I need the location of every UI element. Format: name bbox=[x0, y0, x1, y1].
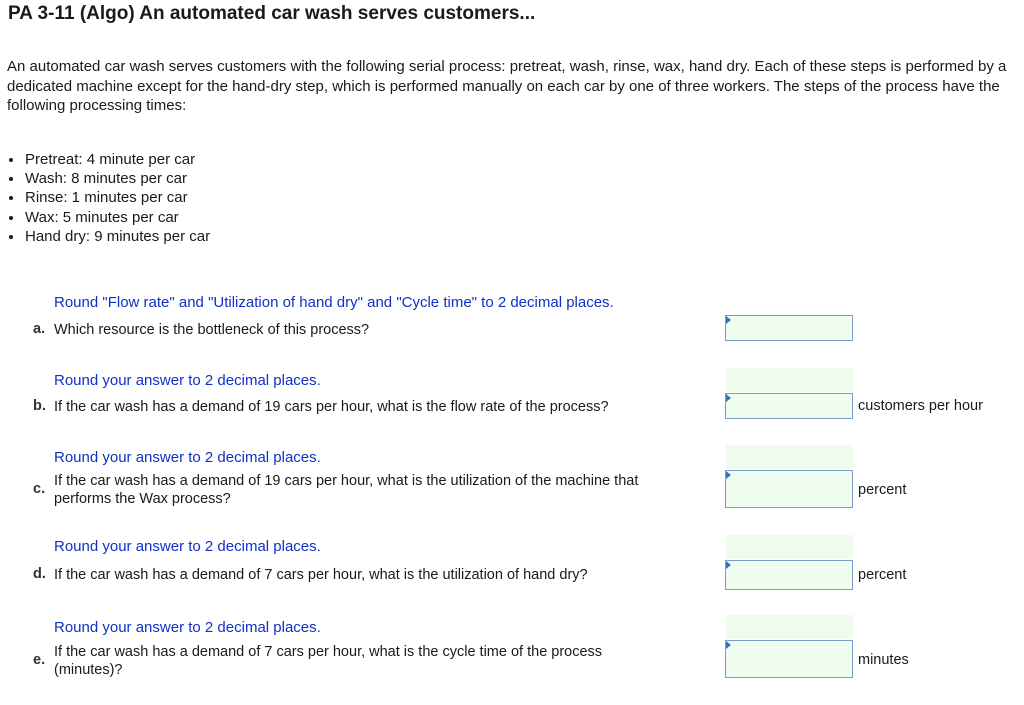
list-item: Hand dry: 9 minutes per car bbox=[7, 227, 210, 246]
answer-shade bbox=[726, 445, 853, 469]
question-e-text-line2: (minutes)? bbox=[54, 662, 123, 678]
unit-label-c: percent bbox=[858, 482, 907, 498]
list-item: Pretreat: 4 minute per car bbox=[7, 150, 210, 169]
question-a-text: Which resource is the bottleneck of this process? bbox=[54, 322, 370, 338]
list-item: Wax: 5 minutes per car bbox=[7, 208, 210, 227]
rounding-instruction: Round your answer to 2 decimal places. bbox=[54, 538, 321, 555]
question-letter-a: a. bbox=[33, 321, 46, 337]
rounding-instruction: Round your answer to 2 decimal places. bbox=[54, 619, 321, 636]
answer-input-a[interactable] bbox=[725, 315, 853, 341]
list-item: Wash: 8 minutes per car bbox=[7, 169, 210, 188]
answer-shade bbox=[726, 535, 853, 559]
unit-label-d: percent bbox=[858, 567, 907, 583]
question-c-text-line2: performs the Wax process? bbox=[54, 491, 231, 507]
answer-input-b[interactable] bbox=[725, 393, 853, 419]
answer-input-c[interactable] bbox=[725, 470, 853, 508]
question-e-text-line1: If the car wash has a demand of 7 cars per hour, what is the cycle time of the process bbox=[54, 644, 603, 660]
rounding-instruction: Round your answer to 2 decimal places. bbox=[54, 449, 321, 466]
rounding-instruction: Round "Flow rate" and "Utilization of hand dry" and "Cycle time" to 2 decimal places. bbox=[54, 294, 614, 311]
page-title: PA 3-11 (Algo) An automated car wash serves customers... bbox=[8, 3, 536, 24]
question-letter-c: c. bbox=[33, 481, 46, 497]
rounding-instruction: Round your answer to 2 decimal places. bbox=[54, 372, 321, 389]
answer-shade bbox=[726, 368, 853, 392]
answer-input-e[interactable] bbox=[725, 640, 853, 678]
unit-label-b: customers per hour bbox=[858, 398, 983, 414]
question-d-text: If the car wash has a demand of 7 cars per hour, what is the utilization of hand dry? bbox=[54, 567, 588, 583]
unit-label-e: minutes bbox=[858, 652, 909, 668]
processing-times-list bbox=[7, 150, 210, 246]
question-letter-e: e. bbox=[33, 652, 46, 668]
list-item: Rinse: 1 minutes per car bbox=[7, 188, 210, 207]
answer-shade bbox=[726, 615, 853, 639]
question-c-text-line1: If the car wash has a demand of 19 cars per hour, what is the utilization of the machine that bbox=[54, 473, 639, 489]
problem-intro: An automated car wash serves customers with the following serial process: pretreat, wash, rinse, wax, hand dry. Each of these steps is performed by a dedicated machine except for the hand-dry step, which is performed manually on each car by one of three workers. The steps of the process have the following processing times: bbox=[7, 58, 1007, 114]
question-letter-d: d. bbox=[33, 566, 46, 582]
question-letter-b: b. bbox=[33, 398, 46, 414]
answer-input-d[interactable] bbox=[725, 560, 853, 590]
question-b-text: If the car wash has a demand of 19 cars per hour, what is the flow rate of the process? bbox=[54, 399, 609, 415]
